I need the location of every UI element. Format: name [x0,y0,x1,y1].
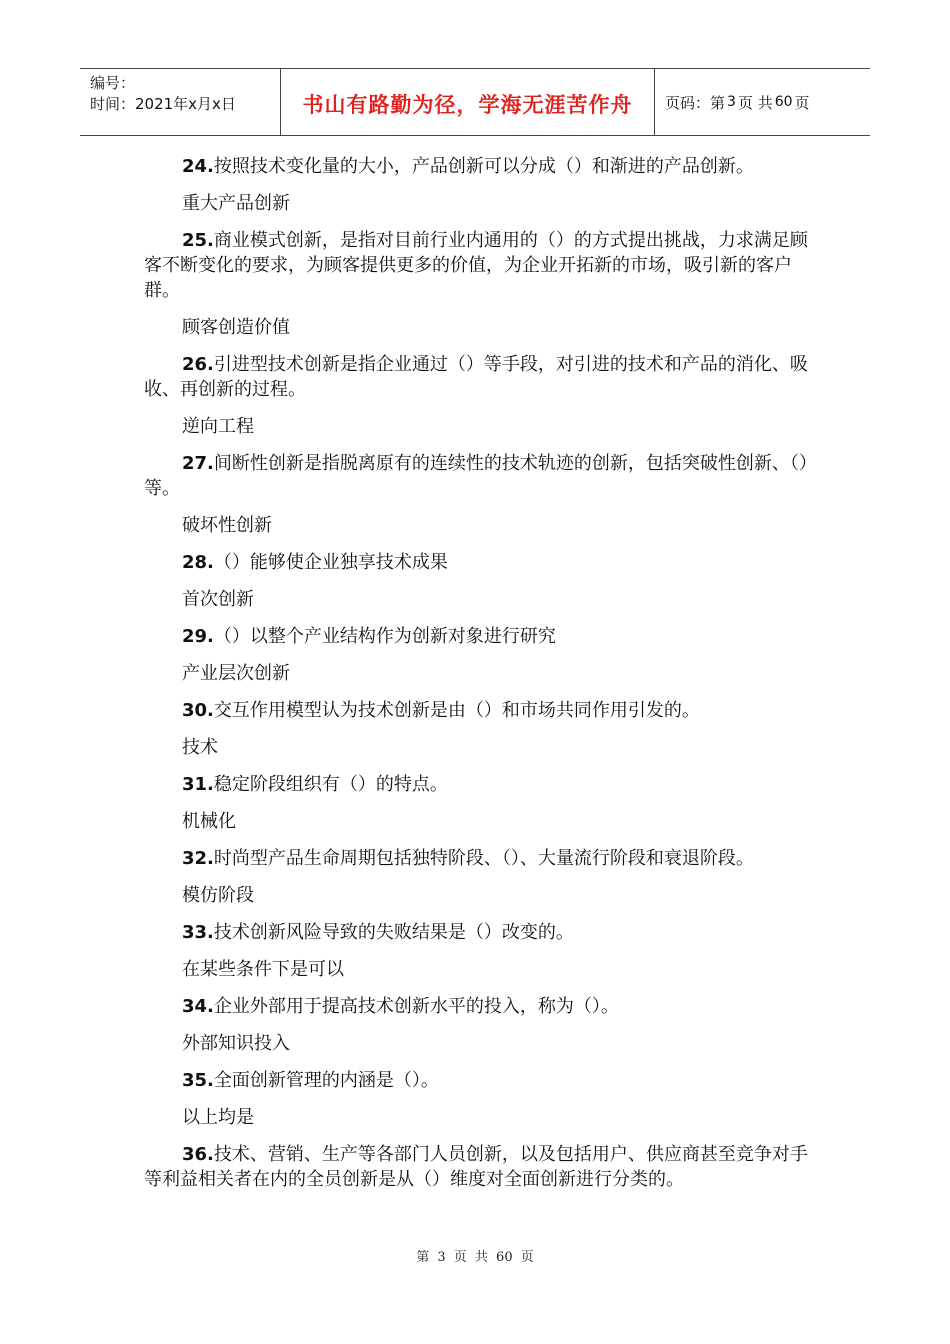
question-number: 34. [182,996,214,1017]
question-item [144,451,824,501]
question-text: 全面创新管理的内涵是（）。 [213,1070,439,1091]
header-info-cell [80,69,281,135]
motto-text: 书山有路勤为径，学海无涯苦作舟 [302,93,633,117]
answer-text: 逆向工程 [182,416,254,437]
answer-text: 以上均是 [182,1107,254,1128]
question-item [144,1142,824,1192]
question-text: 引进型技术创新是指企业通过（）等手段，对引进的技术和产品的消化、吸收、再创新的过程。 [144,354,808,400]
page-prefix: 页码：第 [665,93,726,112]
page-suffix: 页 [794,93,810,112]
question-item [144,352,824,402]
question-number: 28. [182,552,214,573]
question-text: 按照技术变化量的大小，产品创新可以分成（）和渐进的产品创新。 [213,156,754,177]
question-item [144,772,824,797]
question-text: 企业外部用于提高技术创新水平的投入，称为（）。 [213,996,619,1017]
question-text: （）能够使企业独享技术成果 [213,552,448,573]
question-item [144,154,824,179]
document-header [80,68,870,136]
question-item [144,698,824,723]
question-number: 27. [182,453,214,474]
header-motto-cell [281,69,655,135]
question-text: 间断性创新是指脱离原有的连续性的技术轨迹的创新，包括突破性创新、（）等。 [144,453,817,499]
question-number: 25. [182,230,214,251]
answer-text: 重大产品创新 [182,193,290,214]
question-text: 技术、营销、生产等各部门人员创新，以及包括用户、供应商甚至竞争对手等利益相关者在内的全员创新是从（）维度对全面创新进行分类的。 [144,1144,808,1190]
page-current: 3 [727,94,736,110]
answer-text: 在某些条件下是可以 [182,959,344,980]
answer-text: 顾客创造价值 [182,317,290,338]
question-number: 24. [182,156,214,177]
question-text: 时尚型产品生命周期包括独特阶段、（）、大量流行阶段和衰退阶段。 [213,848,754,869]
question-item [144,920,824,945]
question-number: 32. [182,848,214,869]
question-item [144,550,824,575]
question-list [144,154,824,1204]
question-number: 29. [182,626,214,647]
question-number: 31. [182,774,214,795]
question-text: （）以整个产业结构作为创新对象进行研究 [213,626,556,647]
header-page-cell [655,69,870,135]
question-number: 33. [182,922,214,943]
answer-text: 技术 [182,737,218,758]
document-code-label: 编号： [90,74,136,92]
document-date-label: 时间：2021年x月x日 [90,95,236,113]
answer-text: 外部知识投入 [182,1033,290,1054]
question-item [144,994,824,1019]
question-number: 35. [182,1070,214,1091]
answer-text: 破坏性创新 [182,515,272,536]
question-text: 交互作用模型认为技术创新是由（）和市场共同作用引发的。 [213,700,700,721]
answer-text: 产业层次创新 [182,663,290,684]
question-number: 26. [182,354,214,375]
page-mid: 页 共 [737,93,773,112]
question-text: 商业模式创新，是指对目前行业内通用的（）的方式提出挑战，力求满足顾客不断变化的要求，为顾客提供更多的价值，为企业开拓新的市场，吸引新的客户群。 [144,230,808,301]
question-number: 30. [182,700,214,721]
page-total: 60 [774,94,793,110]
question-text: 技术创新风险导致的失败结果是（）改变的。 [213,922,574,943]
answer-text: 机械化 [182,811,236,832]
answer-text: 首次创新 [182,589,254,610]
question-item [144,624,824,649]
question-item [144,846,824,871]
page-footer: 第 3 页 共 60 页 [416,1250,534,1265]
answer-text: 模仿阶段 [182,885,254,906]
question-number: 36. [182,1144,214,1165]
question-item [144,228,824,303]
question-text: 稳定阶段组织有（）的特点。 [213,774,448,795]
question-item [144,1068,824,1093]
